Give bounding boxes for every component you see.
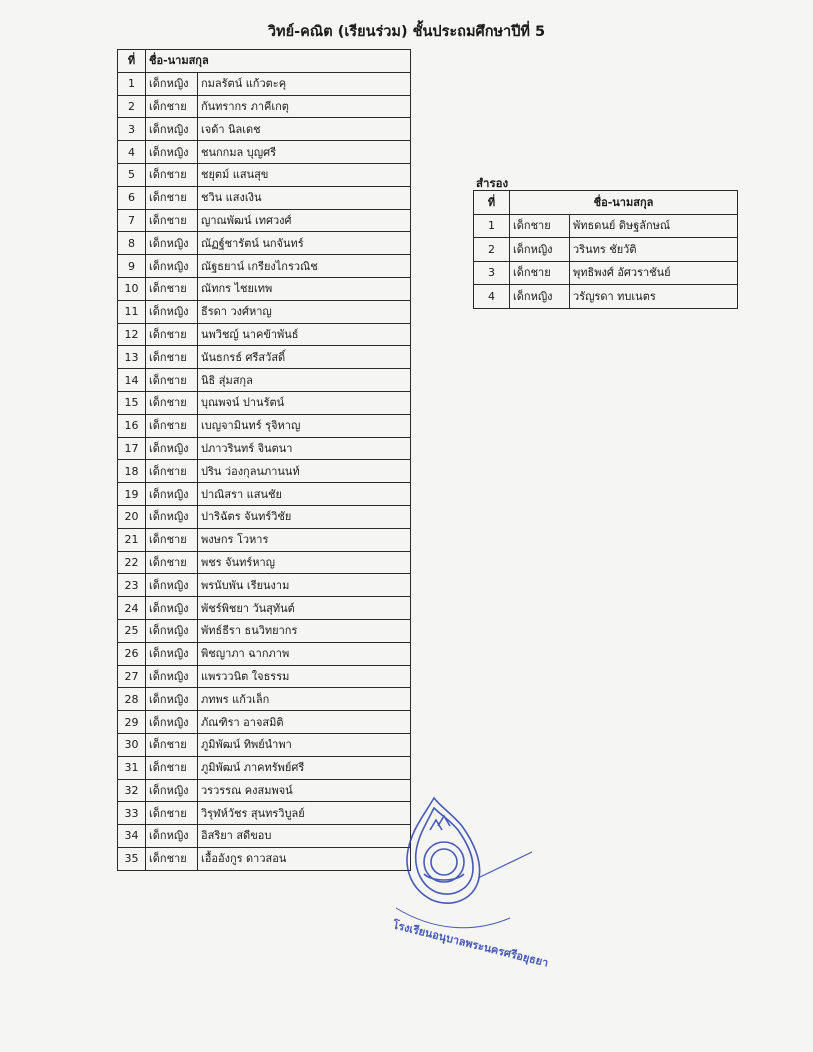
row-number: 9 — [118, 255, 146, 278]
row-prefix: เด็กหญิง — [146, 483, 198, 506]
row-fullname: นพวิชญ์ นาคข้าพันธ์ — [198, 323, 411, 346]
row-prefix: เด็กหญิง — [146, 300, 198, 323]
table-row — [118, 642, 411, 665]
row-prefix: เด็กชาย — [146, 551, 198, 574]
row-fullname: ภูมิพัฒน์ ภาคทรัพย์ศรี — [198, 756, 411, 779]
reserve-list-table — [473, 190, 738, 309]
student-list-table — [117, 49, 411, 871]
row-fullname: ณัฏฐ์ชารัตน์ นกจันทร์ — [198, 232, 411, 255]
row-number: 16 — [118, 414, 146, 437]
row-number: 15 — [118, 391, 146, 414]
row-prefix: เด็กชาย — [146, 209, 198, 232]
row-fullname: ชนกกมล บุญศรี — [198, 141, 411, 164]
row-prefix: เด็กหญิง — [146, 255, 198, 278]
table-header-row — [118, 50, 411, 73]
row-prefix: เด็กชาย — [510, 214, 570, 238]
row-number: 29 — [118, 711, 146, 734]
row-prefix: เด็กชาย — [146, 460, 198, 483]
row-fullname: ปาณิสรา แสนชัย — [198, 483, 411, 506]
row-number: 3 — [118, 118, 146, 141]
row-number: 18 — [118, 460, 146, 483]
row-number: 28 — [118, 688, 146, 711]
row-fullname: ญาณพัฒน์ เทศวงศ์ — [198, 209, 411, 232]
row-number: 4 — [118, 141, 146, 164]
row-prefix: เด็กชาย — [146, 847, 198, 870]
row-prefix: เด็กหญิง — [146, 642, 198, 665]
row-prefix: เด็กชาย — [146, 323, 198, 346]
row-prefix: เด็กชาย — [146, 391, 198, 414]
row-fullname: พรนับพัน เรียนงาม — [198, 574, 411, 597]
row-number: 27 — [118, 665, 146, 688]
table-row — [118, 186, 411, 209]
table-row — [118, 118, 411, 141]
row-fullname: พงษกร โวหาร — [198, 528, 411, 551]
row-prefix: เด็กหญิง — [146, 779, 198, 802]
table-row — [118, 369, 411, 392]
row-prefix: เด็กหญิง — [146, 665, 198, 688]
table-row — [118, 437, 411, 460]
row-prefix: เด็กหญิง — [146, 619, 198, 642]
row-fullname: พุทธิพงศ์ อัศวราชันย์ — [570, 261, 738, 285]
row-fullname: ณัทกร ไชยเทพ — [198, 277, 411, 300]
row-number: 26 — [118, 642, 146, 665]
row-prefix: เด็กชาย — [146, 802, 198, 825]
header-number: ที่ — [118, 50, 146, 73]
row-fullname: ปภาวรินทร์ จินตนา — [198, 437, 411, 460]
table-header-row — [474, 191, 738, 215]
row-number: 11 — [118, 300, 146, 323]
table-row — [474, 238, 738, 262]
table-row — [118, 779, 411, 802]
row-number: 2 — [118, 95, 146, 118]
row-prefix: เด็กหญิง — [510, 238, 570, 262]
row-number: 21 — [118, 528, 146, 551]
row-prefix: เด็กชาย — [510, 261, 570, 285]
row-prefix: เด็กหญิง — [146, 232, 198, 255]
row-number: 10 — [118, 277, 146, 300]
row-fullname: ปริน ว่องกุลนภานนท์ — [198, 460, 411, 483]
table-row — [118, 209, 411, 232]
row-fullname: พัทธดนย์ ดิษฐลักษณ์ — [570, 214, 738, 238]
row-fullname: วรัญรดา ทบเนตร — [570, 285, 738, 309]
table-row — [118, 414, 411, 437]
school-seal-stamp — [372, 790, 550, 970]
table-row — [118, 141, 411, 164]
row-number: 33 — [118, 802, 146, 825]
row-number: 23 — [118, 574, 146, 597]
row-fullname: พัชร์พิชยา วันสุทันต์ — [198, 597, 411, 620]
table-row — [118, 688, 411, 711]
row-number: 17 — [118, 437, 146, 460]
row-fullname: ภูมิพัฒน์ ทิพย์นำพา — [198, 733, 411, 756]
row-fullname: ณัฐธยาน์ เกรียงไกรวณิช — [198, 255, 411, 278]
row-prefix: เด็กชาย — [146, 163, 198, 186]
row-number: 31 — [118, 756, 146, 779]
table-row — [474, 261, 738, 285]
row-fullname: ปาริฉัตร จันทร์วิชัย — [198, 505, 411, 528]
row-fullname: ชวิน แสงเงิน — [198, 186, 411, 209]
row-number: 7 — [118, 209, 146, 232]
row-prefix: เด็กหญิง — [146, 72, 198, 95]
row-fullname: เจด้า นิลเดช — [198, 118, 411, 141]
row-fullname: เอื้ออังกูร ดาวสอน — [198, 847, 411, 870]
row-fullname: กมลรัตน์ แก้วตะคุ — [198, 72, 411, 95]
row-fullname: แพรววนิต ใจธรรม — [198, 665, 411, 688]
row-prefix: เด็กหญิง — [146, 688, 198, 711]
row-prefix: เด็กหญิง — [146, 118, 198, 141]
row-fullname: พชร จันทร์หาญ — [198, 551, 411, 574]
table-row — [118, 72, 411, 95]
row-number: 13 — [118, 346, 146, 369]
row-fullname: พัทธ์ธีรา ธนวิทยากร — [198, 619, 411, 642]
header-name: ชื่อ-นามสกุล — [146, 50, 411, 73]
row-fullname: นันธกรธ์ ศรีสวัสดิ์ — [198, 346, 411, 369]
table-row — [118, 255, 411, 278]
row-prefix: เด็กหญิง — [146, 141, 198, 164]
table-row — [118, 574, 411, 597]
table-row — [118, 528, 411, 551]
table-row — [118, 460, 411, 483]
table-row — [118, 232, 411, 255]
row-prefix: เด็กหญิง — [146, 711, 198, 734]
seal-text: โรงเรียนอนุบาลพระนครศรีอยุธยา — [391, 918, 550, 970]
row-number: 35 — [118, 847, 146, 870]
row-number: 30 — [118, 733, 146, 756]
table-row — [118, 825, 411, 848]
page-title: วิทย์-คณิต (เรียนร่วม) ชั้นประถมศึกษาปีที่ 5 — [267, 24, 546, 40]
table-row — [118, 95, 411, 118]
table-row — [474, 285, 738, 309]
table-row — [118, 391, 411, 414]
row-number: 32 — [118, 779, 146, 802]
table-row — [118, 802, 411, 825]
row-fullname: ชยุตม์ แสนสุข — [198, 163, 411, 186]
table-row — [118, 711, 411, 734]
row-prefix: เด็กชาย — [146, 733, 198, 756]
row-prefix: เด็กชาย — [146, 528, 198, 551]
table-row — [118, 756, 411, 779]
table-row — [118, 619, 411, 642]
reserve-label: สำรอง — [476, 176, 509, 190]
row-number: 12 — [118, 323, 146, 346]
row-fullname: ภทพร แก้วเล็ก — [198, 688, 411, 711]
row-number: 24 — [118, 597, 146, 620]
row-prefix: เด็กชาย — [146, 756, 198, 779]
row-number: 3 — [474, 261, 510, 285]
row-fullname: วรินทร ชัยวัติ — [570, 238, 738, 262]
row-fullname: ธีรดา วงศ์หาญ — [198, 300, 411, 323]
row-fullname: กันทรากร ภาคีเกตุ — [198, 95, 411, 118]
table-row — [118, 323, 411, 346]
table-row — [118, 346, 411, 369]
header-number: ที่ — [474, 191, 510, 215]
row-prefix: เด็กชาย — [146, 277, 198, 300]
row-fullname: ภัณฑิรา อาจสมิติ — [198, 711, 411, 734]
row-prefix: เด็กชาย — [146, 95, 198, 118]
row-prefix: เด็กชาย — [146, 414, 198, 437]
table-row — [118, 300, 411, 323]
table-row — [118, 277, 411, 300]
row-number: 34 — [118, 825, 146, 848]
table-row — [118, 483, 411, 506]
table-row — [118, 505, 411, 528]
row-number: 22 — [118, 551, 146, 574]
row-prefix: เด็กหญิง — [146, 437, 198, 460]
row-fullname: วรวรรณ คงสมพจน์ — [198, 779, 411, 802]
row-number: 8 — [118, 232, 146, 255]
row-prefix: เด็กชาย — [146, 186, 198, 209]
table-row — [118, 163, 411, 186]
row-fullname: พิชญาภา ฉากภาพ — [198, 642, 411, 665]
row-number: 1 — [474, 214, 510, 238]
table-row — [474, 214, 738, 238]
row-prefix: เด็กหญิง — [146, 825, 198, 848]
row-fullname: นิธิ สุ่มสกุล — [198, 369, 411, 392]
table-row — [118, 733, 411, 756]
header-name: ชื่อ-นามสกุล — [510, 191, 738, 215]
table-row — [118, 847, 411, 870]
row-prefix: เด็กชาย — [146, 346, 198, 369]
row-number: 1 — [118, 72, 146, 95]
row-prefix: เด็กหญิง — [146, 574, 198, 597]
row-fullname: เบญจามินทร์ รุจิหาญ — [198, 414, 411, 437]
table-row — [118, 551, 411, 574]
row-fullname: บุณพจน์ ปานรัตน์ — [198, 391, 411, 414]
row-number: 2 — [474, 238, 510, 262]
row-number: 5 — [118, 163, 146, 186]
table-row — [118, 665, 411, 688]
row-number: 20 — [118, 505, 146, 528]
row-number: 14 — [118, 369, 146, 392]
row-number: 6 — [118, 186, 146, 209]
row-prefix: เด็กชาย — [146, 369, 198, 392]
row-fullname: อิสริยา สดีขอบ — [198, 825, 411, 848]
row-number: 25 — [118, 619, 146, 642]
row-fullname: วิรุฬห์วัชร สุนทรวิบูลย์ — [198, 802, 411, 825]
row-prefix: เด็กหญิง — [510, 285, 570, 309]
row-prefix: เด็กหญิง — [146, 505, 198, 528]
row-prefix: เด็กหญิง — [146, 597, 198, 620]
table-row — [118, 597, 411, 620]
row-number: 19 — [118, 483, 146, 506]
row-number: 4 — [474, 285, 510, 309]
